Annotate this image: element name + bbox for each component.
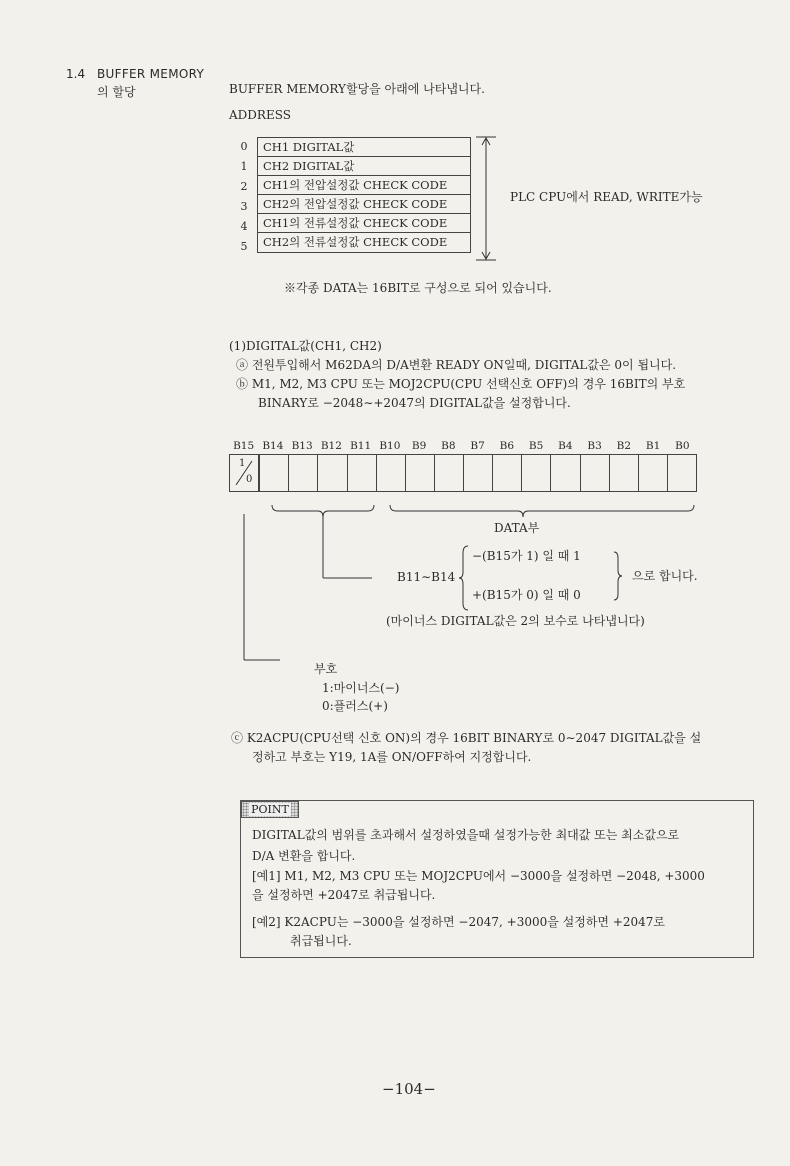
bit-cell bbox=[348, 455, 377, 491]
bit-label: B4 bbox=[558, 440, 573, 452]
bit-cell bbox=[551, 455, 580, 491]
address-row: CH1의 전류설정값 CHECK CODE bbox=[258, 214, 470, 233]
section-title: BUFFER MEMORY bbox=[97, 67, 205, 81]
item-b-line2: BINARY로 −2048∼+2047의 DIGITAL값을 설정합니다. bbox=[258, 396, 571, 410]
buffer-memory-table bbox=[257, 137, 471, 253]
bit-label: B13 bbox=[291, 440, 313, 452]
address-number: 5 bbox=[240, 240, 248, 253]
point-line1: DIGITAL값의 범위를 초과해서 설정하였을때 설정가능한 최대값 또는 최소값으로 bbox=[252, 828, 680, 842]
point-tag-label: POINT bbox=[251, 803, 289, 816]
bit-label: B1 bbox=[645, 440, 661, 452]
bit-label: B10 bbox=[379, 440, 401, 452]
sign-minus: 1:마이너스(−) bbox=[322, 681, 400, 695]
bit-label: B6 bbox=[499, 440, 515, 452]
bit-cell bbox=[668, 455, 696, 491]
right-brace-icon bbox=[612, 551, 624, 601]
sign-label: 부호 bbox=[314, 662, 338, 676]
b11-b14-label: B11∼B14 bbox=[397, 570, 456, 584]
sign-plus: 0:플러스(+) bbox=[322, 699, 388, 713]
address-row: CH2 DIGITAL값 bbox=[258, 157, 470, 176]
page-number: −104− bbox=[382, 1080, 436, 1098]
address-row: CH1의 전압설정값 CHECK CODE bbox=[258, 176, 470, 195]
bit-label: B5 bbox=[528, 440, 544, 452]
data-format-note: ※각종 DATA는 16BIT로 구성으로 되어 있습니다. bbox=[284, 281, 552, 295]
bit-label: B2 bbox=[616, 440, 632, 452]
bit-label: B7 bbox=[470, 440, 485, 452]
sign-cell-top: 1 bbox=[239, 458, 246, 469]
bit-cell bbox=[581, 455, 610, 491]
bit-cell bbox=[610, 455, 639, 491]
digital-heading: (1)DIGITAL값(CH1, CH2) bbox=[229, 339, 382, 353]
case-minus: −(B15가 1) 일 때 1 bbox=[472, 549, 581, 563]
section-number: 1.4 bbox=[66, 67, 86, 81]
address-row: CH2의 전압설정값 CHECK CODE bbox=[258, 195, 470, 214]
bit-cell bbox=[318, 455, 347, 491]
intro-text: BUFFER MEMORY할당을 아래에 나타냅니다. bbox=[229, 82, 485, 96]
slash-icon bbox=[232, 457, 256, 489]
address-number: 2 bbox=[240, 180, 248, 193]
address-row: CH2의 전류설정값 CHECK CODE bbox=[263, 235, 448, 249]
bit-cell bbox=[406, 455, 435, 491]
bit-label: B14 bbox=[262, 440, 284, 452]
bit-cell bbox=[522, 455, 551, 491]
point-example1-line1: [예1] M1, M2, M3 CPU 또는 MOJ2CPU에서 −3000을 설정하면 −2048, +3000 bbox=[252, 869, 705, 883]
sign-bit-cell bbox=[230, 455, 260, 491]
bit-cell bbox=[464, 455, 493, 491]
bit-label: B9 bbox=[411, 440, 427, 452]
bit-labels bbox=[229, 440, 697, 452]
address-number: 1 bbox=[240, 160, 248, 173]
point-example2-line1: [예2] K2ACPU는 −3000을 설정하면 −2047, +3000을 설정하면 +2047로 bbox=[252, 915, 666, 929]
point-example1-line2: 을 설정하면 +2047로 취급됩니다. bbox=[252, 888, 436, 902]
bit-label: B15 bbox=[233, 440, 255, 452]
bit-label: B12 bbox=[320, 440, 342, 452]
bit-cell bbox=[260, 455, 289, 491]
case-result: 으로 합니다. bbox=[632, 569, 698, 583]
read-write-note: PLC CPU에서 READ, WRITE가능 bbox=[510, 190, 703, 204]
bit-cell bbox=[289, 455, 318, 491]
section-subtitle: 의 할당 bbox=[97, 85, 136, 99]
address-numbers bbox=[238, 137, 250, 257]
sign-cell-bottom: 0 bbox=[246, 474, 253, 485]
binary-note: (마이너스 DIGITAL값은 2의 보수로 나타냅니다) bbox=[386, 614, 645, 628]
bit-label: B3 bbox=[587, 440, 602, 452]
point-example2-line2: 취급됩니다. bbox=[290, 934, 352, 948]
address-number: 3 bbox=[240, 200, 248, 213]
bit-table bbox=[229, 454, 697, 492]
item-a: ⓐ 전원투입해서 M62DA의 D/A변환 READY ON일때, DIGITAL값은 0이 됩니다. bbox=[236, 358, 677, 372]
range-arrow-icon bbox=[474, 136, 498, 262]
bit-cell bbox=[435, 455, 464, 491]
point-line2: D/A 변환을 합니다. bbox=[252, 849, 356, 863]
address-label: ADDRESS bbox=[229, 108, 291, 122]
point-tag bbox=[241, 801, 299, 818]
left-brace-icon bbox=[458, 545, 470, 611]
bit-label: B8 bbox=[441, 440, 456, 452]
data-part-label: DATA부 bbox=[494, 521, 540, 535]
address-number: 0 bbox=[240, 140, 248, 153]
bit-label: B11 bbox=[350, 440, 372, 452]
bit-cell bbox=[493, 455, 522, 491]
bit-cell bbox=[377, 455, 406, 491]
bit-cell bbox=[639, 455, 668, 491]
address-number: 4 bbox=[240, 220, 248, 233]
case-plus: +(B15가 0) 일 때 0 bbox=[472, 588, 581, 602]
item-c-line2: 정하고 부호는 Y19, 1A를 ON/OFF하여 지정합니다. bbox=[252, 750, 532, 764]
item-c-line1: ⓒ K2ACPU(CPU선택 신호 ON)의 경우 16BIT BINARY로 0∼2047 DIGITAL값을 설 bbox=[231, 731, 702, 745]
item-b-line1: ⓑ M1, M2, M3 CPU 또는 MOJ2CPU(CPU 선택신호 OFF)의 경우 16BIT의 부호 bbox=[236, 377, 686, 391]
address-row: CH1 DIGITAL값 bbox=[258, 138, 470, 157]
bit-label: B0 bbox=[675, 440, 690, 452]
